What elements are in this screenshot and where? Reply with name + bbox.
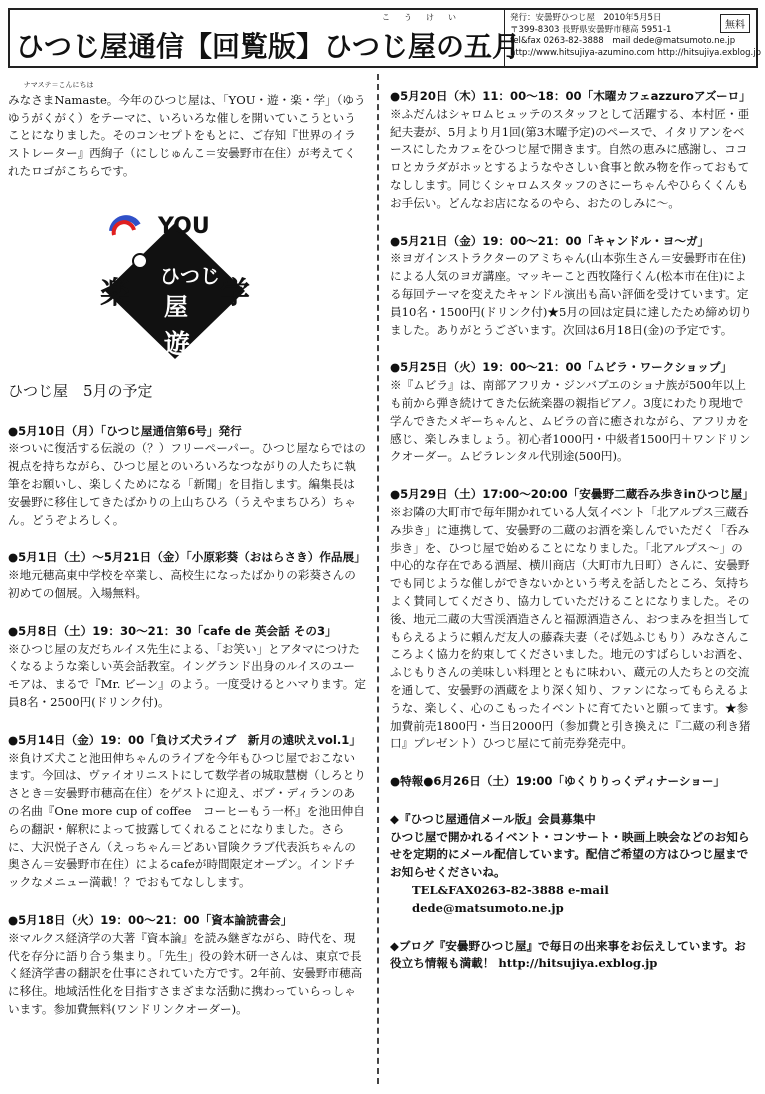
mail-notice-body: ひつじ屋で開かれるイベント・コンサート・映画上映会などのお知らせを定期的にメール配信しています。配信ご希望の方はひつじ屋までお知らせくださいね。 <box>390 829 750 880</box>
you-yuu-raku-gaku-logo <box>100 203 250 373</box>
event-body: ※ヨガインストラクターのアミちゃん(山本弥生さん＝安曇野市在住)による人気のヨガ講座。マッキーこと西牧隆行くん(松本市在住)による毎回テーマを変えたキャンドル演出も高い評価を受けています。定員10名・1500円(ドリンク付)★5月の回は定員に達したため締め切りました。ありがとうございます。次回は6月18日(金)の予定です。 <box>390 251 752 337</box>
intro-paragraph <box>8 81 366 193</box>
event-body: ※お隣の大町市で毎年開かれている人気イベント「北アルプス三蔵呑み歩き」に連携して、安曇野の二蔵のお酒を楽しんでいただく「呑み歩き」を、ひつじ屋で始めることになりました。「北アルプス～」の中心的な存在である酒屋、横川商店（大町市九日町）さんに、安曇野でも同じような催しができないかという考えを話したところ、気持ちよく賛同してくださり、協力していただけることになりました。その後、地元二蔵の大雪渓酒造さんと福源酒造さん、おつまみを担当してもらえるように頼んだ友人の藤森夫妻（そば処ふじもり）みなさんこころよく協力を約束してくださいました。地元のすばらしいお酒を、ふじもりさんの美味しい料理とともに味わい、蔵元の人たちとの交流を通して、安曇野の酒蔵をより深く知り、ファンになってもらえるような、楽しく、心のこもったイベントに育てたいと願ってます。★参加費前売1800円・当日2000円（参加費と引き換えに『二蔵の利き猪口』プレゼント）ひつじ屋にて前売券発売中。 <box>390 504 751 751</box>
logo-raku: 楽 <box>100 275 130 311</box>
mail-notice <box>390 811 752 918</box>
address-line: 〒399-8303 長野県安曇野市穂高 5951-1 <box>510 24 672 35</box>
url-line[interactable]: http://www.hitsujiya-azumino.com http://hitsujiya.exblog.jp <box>510 47 761 58</box>
newsletter-title: ひつじ屋通信【回覧版】ひつじ屋の五月 <box>16 30 521 63</box>
title-ruby: こうけい <box>382 13 470 22</box>
event-item <box>8 423 366 530</box>
event-body: ※負けズ犬こと池田伸ちゃんのライブを今年もひつじ屋でおこないます。今回は、ヴァイオリニストにして数学者の城取慧樹（しろとりさとき＝安曇野市穂高在住）をゲストに迎え、ボブ・ディランのあの名曲『One more cup of coffee コーヒーもう一杯』を池田伸自らの翻訳・解釈によって披露してくれることになりました。さらに、大沢悦子さん（えっちゃん＝どあい冒険クラブ代表浜ちゃんの奥さん＝安曇野市在住）によるcafeが時間限定オープン。インドチックなメニュー満載！？でおもてなしします。 <box>8 750 366 890</box>
blog-notice[interactable]: ◆ブログ『安曇野ひつじ屋』で毎日の出来事をお伝えしています。お役立ち情報も満載！ http://hitsujiya.exblog.jp <box>390 938 746 971</box>
logo-hitsuji: ひつじ <box>160 263 220 288</box>
column-divider <box>377 74 379 1084</box>
event-title: ●5月8日（土）19：30～21：30「cafe de 英会話 その3」 <box>8 623 337 638</box>
event-title: ●5月1日（土）～5月21日（金）「小原彩葵（おはらさき）作品展」 <box>8 550 366 565</box>
event-item <box>390 233 752 340</box>
event-body: ※ひつじ屋の友だちルイス先生による、「お笑い」とアタマにつけたくなるような楽しい英会話教室。イングランド出身のルイスのユーモアは、まるで『Mr. ビーン』のよう。一度受けるとハマります。定員8名・2500円(ドリンク付)。 <box>8 641 366 709</box>
logo-ya: 屋 <box>164 292 188 321</box>
event-item <box>390 359 752 466</box>
event-title: ●5月20日（木）11：00～18：00「木曜カフェazzuroアズーロ」 <box>390 89 751 103</box>
intro-text: みなさまNamaste。今年のひつじ屋は、「YOU・遊・楽・学」（ゆうゆうがくがく）をテーマに、いろいろな催しを開いていこうということになりました。そのコンセプトをもとに、ご存知『世界のイラストレーター』西絢子（にしじゅんこ＝安曇野市在住）が考えてくれたロゴがこちらです。 <box>8 92 366 178</box>
event-body: ※ふだんはシャロムヒュッテのスタッフとして活躍する、本村匠・亜紀夫妻が、5月より月1回(第3木曜予定)のペースで、イタリアンをベースにしたカフェをひつじ屋で開きます。自然の恵みに感謝し、ココロとカラダがホッとするようなやさしい食事と飲み物を作っておもてなしします。同じくシャロムスタッフのさにーちゃんやひらくくんもお手伝い。どんなお店になるのやら、おたのしみに～。 <box>390 106 750 210</box>
event-item <box>8 912 366 1019</box>
publisher-info <box>510 13 761 59</box>
logo-area <box>8 193 366 383</box>
event-item <box>390 88 752 213</box>
schedule-heading: ひつじ屋 5月の予定 <box>8 381 153 400</box>
free-badge: 無料 <box>720 14 750 33</box>
event-item <box>8 623 366 712</box>
right-column <box>390 88 752 973</box>
contact-line: tel&fax 0263-82-3888 mail dede@matsumoto.ne.jp <box>510 36 736 46</box>
event-title: ●5月25日（火）19：00～21：00「ムビラ・ワークショップ」 <box>390 360 733 375</box>
event-body: ※地元穂高東中学校を卒業し、高校生になったばかりの彩葵さんの初めての個展。入場無料。 <box>8 568 356 600</box>
logo-yuu: 遊 <box>164 329 191 360</box>
left-column <box>8 81 366 1039</box>
event-item <box>8 732 366 892</box>
event-body: ※ついに復活する伝説の（？）フリーペーパー。ひつじ屋ならではの視点を持ちながら、ひつじ屋とのいろいろなつながりの人たちに執筆をお願いし、楽しくためになる「新聞」を目指します。編集長は安曇野に移住してきたばかりの上山ちひろ（うえやまちひろ）ちゃん。どうぞよろしく。 <box>8 441 366 527</box>
event-title: ●5月10日（月）「ひつじ屋通信第6号」発行 <box>8 423 242 438</box>
logo-gaku: 学 <box>220 275 250 311</box>
event-item <box>8 549 366 602</box>
event-title: ●5月18日（火）19：00～21：00「資本論読書会」 <box>8 912 293 927</box>
special-announcement: ●特報●6月26日（土）19:00「ゆくりりっくディナーショー」 <box>390 774 726 789</box>
event-title: ●5月21日（金）19：00～21：00「キャンドル・ヨ～ガ」 <box>390 233 710 248</box>
logo-you: YOU <box>158 213 210 239</box>
publish-line: 発行：安曇野ひつじ屋 2010年5月5日 <box>510 13 662 23</box>
mail-notice-title: ◆『ひつじ屋通信メール版』会員募集中 <box>390 811 596 826</box>
event-title: ●5月14日（金）19：00「負けズ犬ライブ 新月の遠吠えvol.1」 <box>8 732 361 747</box>
sheep-face-icon <box>133 254 147 268</box>
event-item <box>390 486 752 753</box>
event-body: ※『ムビラ』は、南部アフリカ・ジンバブエのショナ族が500年以上も前から弾き続けてきた伝統楽器の親指ピアノ。3度にわたり現地で学んできたメギーちゃんと、ムビラの音に癒されながら、アフリカを感じ、楽しみましょう。初心者1000円・中級者1500円＋ワンドリンクオーダー。ムビラレンタル代別途(500円)。 <box>390 378 751 464</box>
newsletter-header <box>8 8 761 68</box>
title-box <box>10 10 521 66</box>
mail-notice-contact[interactable]: TEL&FAX0263-82-3888 e-mail dede@matsumoto.ne.jp <box>412 883 609 915</box>
intro-ruby: ナマステ＝こんにちは <box>23 81 94 89</box>
event-title: ●5月29日（土）17:00～20:00「安曇野二蔵呑み歩きinひつじ屋」 <box>390 487 754 502</box>
event-body: ※マルクス経済学の大著『資本論』を読み継ぎながら、時代を、現代を存分に語り合う集まり。「先生」役の鈴木研一さんは、東京で長く経済学書の翻訳を仕事にされていた方です。2年前、安曇野市穂高に移住。地域活性化を目指すさまざまな活動に携わっていらっしゃいます。参加費無料(ワンドリンクオーダー)。 <box>8 930 363 1016</box>
